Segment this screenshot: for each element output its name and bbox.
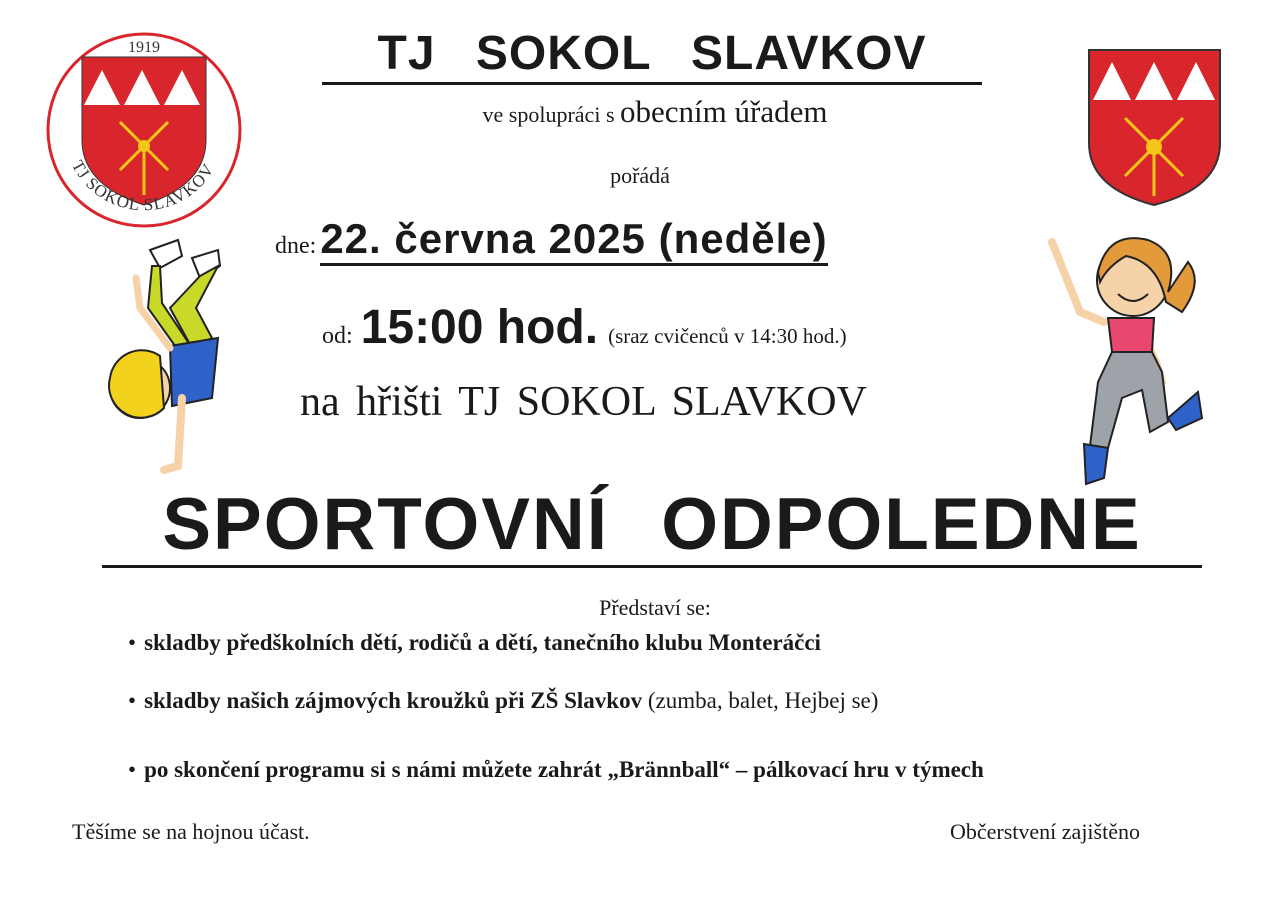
program-item-normal: (zumba, balet, Hejbej se) xyxy=(642,688,879,713)
logo-year: 1919 xyxy=(128,39,160,56)
organizes-label: pořádá xyxy=(610,163,670,188)
program-item xyxy=(128,688,878,714)
sokol-crest-icon xyxy=(44,30,244,230)
time-value: 15:00 hod. xyxy=(360,301,599,354)
program-heading: Představí se: xyxy=(599,595,711,620)
program-item-bold: po skončení programu si s námi můžete zahrát „Brännball“ – pálkovací hru v týmech xyxy=(144,757,984,782)
program-item xyxy=(128,757,984,783)
cooperation-partner: obecním úřadem xyxy=(620,94,828,129)
bullet-icon: • xyxy=(128,630,137,655)
date-value: 22. června 2025 (neděle) xyxy=(320,215,827,266)
event-title: SPORTOVNÍ ODPOLEDNE xyxy=(102,485,1202,568)
footer-refreshments: Občerstvení zajištěno xyxy=(950,819,1140,844)
breakdancing-boy-icon xyxy=(100,238,230,483)
time-label: od: xyxy=(322,323,353,349)
organization-title: TJ SOKOL SLAVKOV xyxy=(322,26,982,85)
program-item xyxy=(128,630,821,656)
time-note: (sraz cvičenců v 14:30 hod.) xyxy=(608,324,847,348)
event-date xyxy=(275,215,828,271)
running-girl-icon xyxy=(1038,222,1206,488)
logo-ring-text: TJ SOKOL SLAVKOV xyxy=(67,157,219,215)
event-time xyxy=(322,300,847,360)
program-item-bold: skladby předškolních dětí, rodičů a dětí, tanečního klubu Monteráčci xyxy=(144,630,821,655)
program-item-bold: skladby našich zájmových kroužků při ZŠ Slavkov xyxy=(144,688,643,713)
bullet-icon: • xyxy=(128,757,137,782)
event-venue: na hřišti TJ SOKOL SLAVKOV xyxy=(300,379,867,425)
cooperation-line xyxy=(330,94,980,130)
date-label: dne: xyxy=(275,233,317,259)
bullet-icon: • xyxy=(128,688,137,713)
cooperation-prefix: ve spolupráci s xyxy=(482,102,615,127)
village-coat-of-arms-icon xyxy=(1087,48,1222,208)
footer-greeting: Těšíme se na hojnou účast. xyxy=(72,819,310,844)
